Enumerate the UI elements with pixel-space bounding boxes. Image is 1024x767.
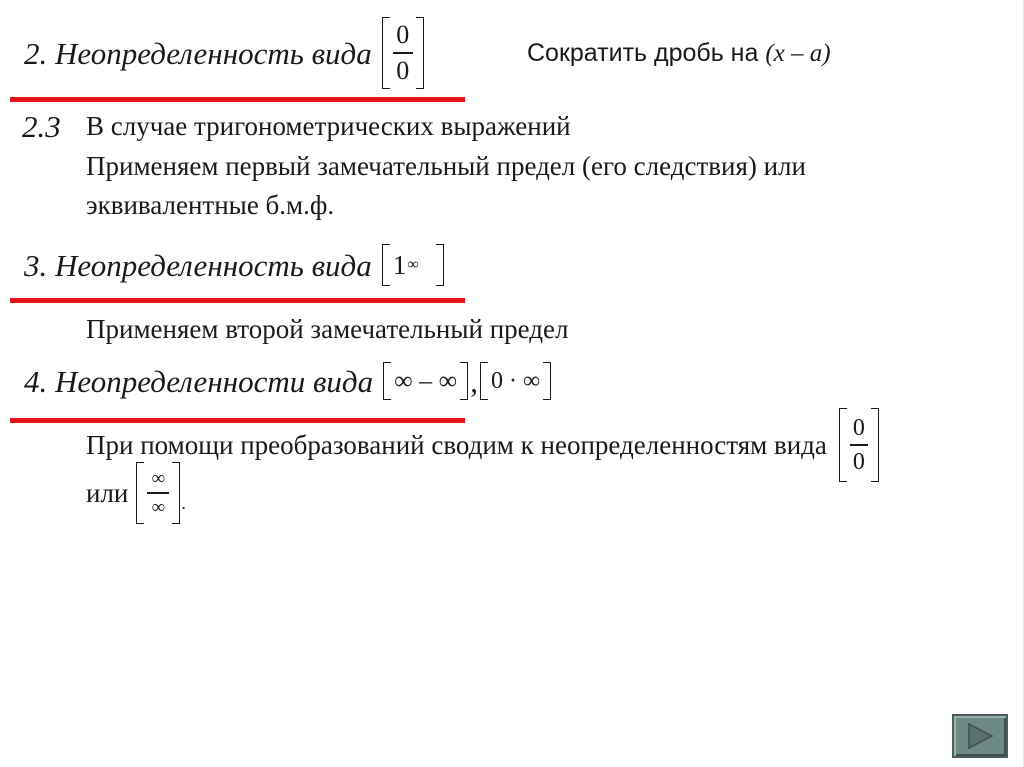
section3-bracket [382,244,444,286]
section3-title: 3. Неопределенность вида [24,247,372,283]
section4-heading [24,360,551,402]
section4-frac2-denominator: ∞ [151,496,166,518]
section3-body: Применяем второй замечательный предел [86,314,569,344]
play-triangle-icon [965,721,995,751]
section3-exponent: ∞ [407,256,419,273]
section4-end: . [181,493,186,513]
section4-frac2-bracket [136,462,180,524]
section4-frac1-numerator: 0 [852,415,865,442]
section2-denominator: 0 [396,55,410,85]
next-slide-button[interactable] [952,714,1008,758]
section4-expr2: 0 · ∞ [490,368,541,394]
section2-title: 2. Неопределенность вида [24,35,372,71]
section4-title: 4. Неопределенности вида [24,363,374,399]
section2-fraction [393,22,413,84]
section2-note [527,41,831,66]
section4-frac1-bracket [839,408,879,482]
section4-body-text: При помощи преобразований сводим к неопределенностям вида [86,429,827,460]
section2-3-line3: эквивалентные б.м.ф. [86,190,335,220]
section4-separator: , [470,363,478,399]
section4-frac2 [147,469,169,517]
section2-numerator: 0 [396,20,410,50]
section4-or: или [86,477,129,508]
section2-note-text: Сократить дробь на [527,39,766,67]
section3-base: 1 [392,249,407,280]
section2-note-expr: (x – a) [765,40,831,67]
section3-underline [10,298,465,303]
section2-3-line2: Применяем первый замечательный предел (его следствия) или [86,151,806,181]
section2-heading [24,16,424,90]
section2-bracket [382,17,424,89]
section2-underline [10,97,465,102]
section2-3-line1: В случае тригонометрических выражений [86,111,571,141]
section4-frac2-numerator: ∞ [151,468,166,490]
section2-3-number: 2.3 [22,109,61,144]
section4-body-line1 [86,406,879,484]
section4-bracket2 [480,362,551,400]
section4-expr1: ∞ – ∞ [394,366,458,395]
section4-bracket1 [383,362,468,400]
section4-body-line2 [86,460,186,526]
section4-frac1 [850,416,868,474]
section3-heading [24,242,444,288]
section4-frac1-denominator: 0 [852,448,865,475]
